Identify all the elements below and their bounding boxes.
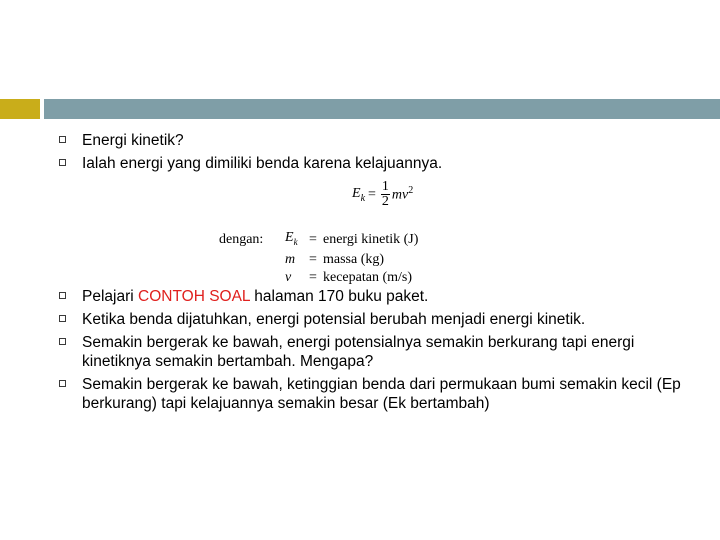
bullet-text: Ialah energi yang dimiliki benda karena kelajuannya. <box>82 155 443 172</box>
bullet-text: Semakin bergerak ke bawah, ketinggian benda dari permukaan bumi semakin kecil (Ep berkurang) tapi kelajuannya semakin besar (Ek bertambah) <box>82 376 681 412</box>
header-accent-bar <box>0 99 40 119</box>
list-item <box>58 375 688 413</box>
top-bullet-list <box>58 131 688 177</box>
bullet-text: Semakin bergerak ke bawah, energi potensialnya semakin berkurang tapi energi kinetiknya semakin bertambah. Mengapa? <box>82 334 635 370</box>
header-bar <box>44 99 720 119</box>
list-item <box>58 287 688 306</box>
formula-lhs: E <box>352 185 361 201</box>
formula-fraction <box>381 180 390 209</box>
bullet-text: Ketika benda dijatuhkan, energi potensial berubah menjadi energi kinetik. <box>82 311 586 328</box>
formula-rhs-sup: 2 <box>408 185 414 197</box>
bullet-text-prefix: Pelajari <box>82 288 138 305</box>
square-bullet-icon <box>59 338 66 345</box>
bullet-text: Energi kinetik? <box>82 132 184 149</box>
legend-equals: = <box>309 269 317 285</box>
list-item <box>58 333 688 371</box>
legend-equals: = <box>309 231 317 247</box>
list-item <box>58 154 688 173</box>
legend-symbol: E <box>285 230 294 245</box>
legend-desc: energi kinetik (J) <box>323 231 419 247</box>
legend-desc: kecepatan (m/s) <box>323 269 413 285</box>
kinetic-energy-formula <box>352 180 413 209</box>
contoh-soal-highlight: CONTOH SOAL <box>138 288 250 305</box>
legend-symbol: v <box>285 269 292 285</box>
formula-equals: = <box>368 186 376 202</box>
square-bullet-icon <box>59 159 66 166</box>
legend-equals: = <box>309 251 317 267</box>
formula-lhs-sub: k <box>360 192 366 204</box>
legend-symbol-sub: k <box>293 236 298 247</box>
square-bullet-icon <box>59 315 66 322</box>
legend-intro: dengan: <box>219 231 264 247</box>
square-bullet-icon <box>59 380 66 387</box>
formula-rhs: mv <box>391 187 409 203</box>
square-bullet-icon <box>59 136 66 143</box>
formula-denominator: 2 <box>381 194 389 209</box>
bottom-bullet-list <box>58 287 688 417</box>
bullet-text-suffix: halaman 170 buku paket. <box>249 288 429 305</box>
legend-symbol: m <box>285 251 296 267</box>
list-item <box>58 310 688 329</box>
formula-legend <box>219 229 418 287</box>
legend-desc: massa (kg) <box>323 251 385 267</box>
square-bullet-icon <box>59 292 66 299</box>
formula-numerator: 1 <box>381 179 389 194</box>
list-item <box>58 131 688 150</box>
